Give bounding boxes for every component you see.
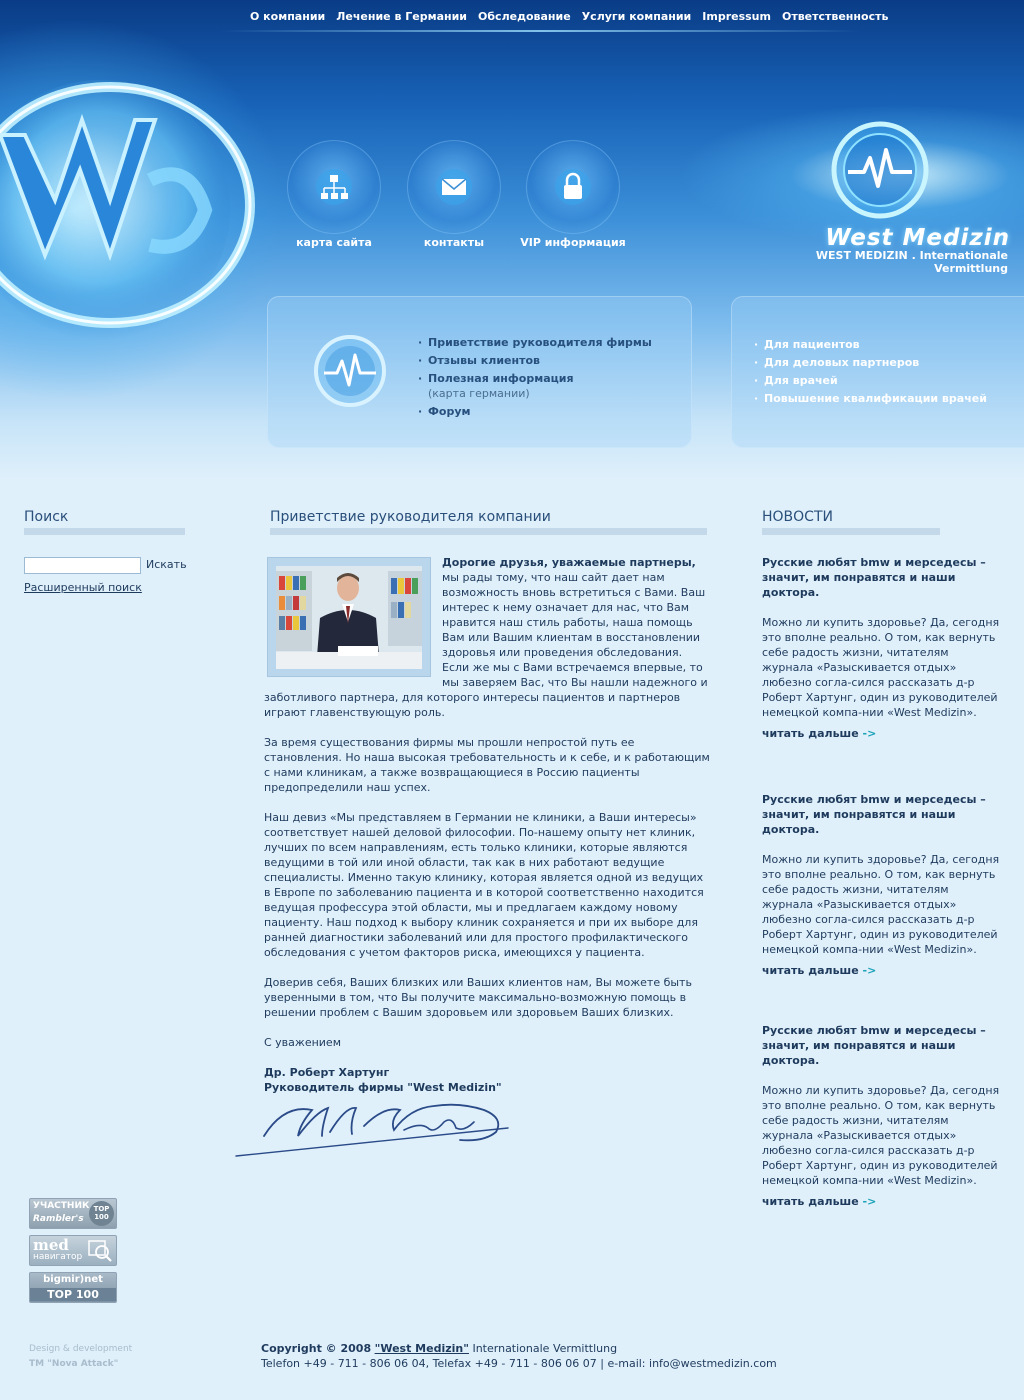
nav-item-impressum[interactable]: Impressum <box>702 10 771 23</box>
search-title-underline <box>24 528 185 535</box>
quick-link-contacts[interactable] <box>394 140 514 249</box>
heartbeat-logo-icon <box>830 120 930 220</box>
nav-item-treatment[interactable]: Лечение в Германии <box>336 10 468 23</box>
heartbeat-emblem-icon <box>312 333 388 409</box>
article-paragraph-2: За время существования фирмы мы прошли непростой путь ее становления. Но наша высокая требовательность и к себе, и к работающим с нами клиникам, а также возвращающиеся в Россию пациенты предопределили наш успех. <box>264 736 710 794</box>
top-navigation <box>250 10 888 26</box>
brand-subtitle: WEST MEDIZIN . Internationale Vermittlung <box>815 249 1008 275</box>
article-closing: С уважением <box>264 1036 341 1049</box>
news-headline[interactable]: Русские любят bmw и мерседесы – значит, им понравятся и наши доктора. <box>762 1024 986 1067</box>
brand-name: West Medizin <box>825 225 1010 251</box>
menu-item-forum[interactable]: · Форум <box>418 404 652 419</box>
news-title-underline <box>762 528 940 535</box>
big-wm-logo-icon <box>0 40 260 340</box>
footer-copyright: Copyright © 2008 "West Medizin" Internationale Vermittlung <box>261 1342 618 1355</box>
article-paragraph-3: Наш девиз «Мы представляем в Германии не клиники, а Ваши интересы» соответствует нашей деловой философии. По-нашему опыту нет клиник, лучших по всем направлениям, есть только клиники, которые являются ведущими в той или иной области, так как в них работают ведущие специалисты. Именно такую клинику, которая является одной из ведущих в Европе по заболеванию пациента и в которой соответственно находится ведущая профессура этой области, мы и предлагаем каждому новому пациенту. Наш подход к выбору клиник сохраняется и при их выборе для ранней диагностики заболеваний или для простого профилактического обследования с учетом факторов риска, имеющихся у пациента. <box>264 811 704 959</box>
quick-link-vip[interactable] <box>513 140 633 249</box>
quick-link-vip-label: VIP информация <box>520 236 626 249</box>
footer <box>261 1341 777 1371</box>
news-body: Можно ли купить здоровье? Да, сегодня это вполне реально. О том, как вернуть себе радость жизни, читателям журнала «Разыскивается отдых» любезно согла-сился рассказать д-р Роберт Хартунг, один из руководителей немецкой компа-нии «West Medizin». <box>762 616 1000 719</box>
news-body: Можно ли купить здоровье? Да, сегодня это вполне реально. О том, как вернуть себе радость жизни, читателям журнала «Разыскивается отдых» любезно согла-сился рассказать д-р Роберт Хартунг, один из руководителей немецкой компа-нии «West Medizin». <box>762 853 1000 956</box>
design-studio-name[interactable]: TM "Nova Attack" <box>29 1359 119 1369</box>
sitemap-icon <box>314 167 354 207</box>
menu-item-patients[interactable]: · Для пациентов <box>754 337 987 352</box>
signer-title: Руководитель фирмы "West Medizin" <box>264 1081 502 1094</box>
rambler-top100-counter[interactable]: УЧАСТНИК Rambler's TOP 100 <box>29 1198 117 1229</box>
nav-item-services[interactable]: Услуги компании <box>581 10 692 23</box>
news-headline[interactable]: Русские любят bmw и мерседесы – значит, им понравятся и наши доктора. <box>762 793 986 836</box>
magnifier-icon <box>87 1239 113 1263</box>
arrow-right-icon: -> <box>862 727 877 740</box>
quick-link-sitemap-label: карта сайта <box>296 236 372 249</box>
menu-item-reviews[interactable]: · Отзывы клиентов <box>418 353 652 368</box>
nav-item-examination[interactable]: Обследование <box>478 10 571 23</box>
quick-link-contacts-label: контакты <box>423 236 485 249</box>
news-headline[interactable]: Русские любят bmw и мерседесы – значит, им понравятся и наши доктора. <box>762 556 986 599</box>
news-body: Можно ли купить здоровье? Да, сегодня это вполне реально. О том, как вернуть себе радость жизни, читателям журнала «Разыскивается отдых» любезно согла-сился рассказать д-р Роберт Хартунг, один из руководителей немецкой компа-нии «West Medizin». <box>762 1084 1000 1187</box>
signer-name: Др. Роберт Хартунг <box>264 1066 390 1079</box>
article-paragraph-4: Доверив себя, Ваших близких или Ваших клиентов нам, Вы можете быть уверенными в том, что Вы получите максимально-возможную помощь в решении проблем с Вашим здоровьем или здоровьем Ваших близких. <box>264 976 692 1019</box>
news-item <box>762 555 1000 741</box>
top100-badge-icon: TOP 100 <box>89 1201 114 1226</box>
search-title: Поиск <box>24 509 69 525</box>
news-item <box>762 792 1000 978</box>
design-credit <box>29 1342 132 1372</box>
lock-icon <box>553 167 593 207</box>
menu-item-useful-info[interactable]: · Полезная информация (карта германии) <box>418 371 652 401</box>
audience-menu-panel <box>731 296 1024 448</box>
article-body <box>264 555 710 1095</box>
search-input[interactable] <box>24 557 141 574</box>
article-title-underline <box>270 528 707 535</box>
handwritten-signature <box>234 1092 524 1162</box>
advanced-search-link[interactable]: Расширенный поиск <box>24 581 142 594</box>
search-button[interactable]: Искать <box>146 558 187 571</box>
read-more-link[interactable]: читать дальше -> <box>762 964 877 977</box>
quick-link-sitemap[interactable] <box>274 140 394 249</box>
design-credit-line: Design & development <box>29 1344 133 1354</box>
envelope-icon <box>434 167 474 207</box>
article-greeting: Дорогие друзья, уважаемые партнеры, <box>442 556 696 569</box>
menu-item-director-greeting[interactable]: · Приветствие руководителя фирмы <box>418 335 652 350</box>
news-title: НОВОСТИ <box>762 509 833 525</box>
read-more-link[interactable]: читать дальше -> <box>762 727 877 740</box>
footer-contacts: Telefon +49 - 711 - 806 06 04, Telefax +49 - 711 - 806 06 07 | e-mail: info@westmedizin.com <box>261 1357 777 1370</box>
nav-item-responsibility[interactable]: Ответственность <box>781 10 889 23</box>
bigmir-top100-counter[interactable]: bigmir)net TOP 100 <box>29 1272 117 1303</box>
menu-item-doctor-training[interactable]: · Повышение квалификации врачей <box>754 391 987 406</box>
info-menu-panel <box>267 296 692 448</box>
article-paragraph-1: Дорогие друзья, уважаемые партнеры, мы рады тому, что наш сайт дает нам возможность вновь встретиться с Вами. Ваш интерес к нему означает для нас, что Вам нравится наш стиль работы, наша помощь Вам или Вашим клиентам в восстановлении здоровья или проведения обследования. Если же мы с Вами встречаемся впервые, то мы заверяем Вас, что Вы нашли надежного и заботливого партнера, для которого интересы пациентов и партнеров играют главенствующую роль. <box>264 556 708 719</box>
menu-item-doctors[interactable]: · Для врачей <box>754 373 987 388</box>
audience-menu-list <box>754 337 987 409</box>
menu-item-useful-info-sub[interactable]: (карта германии) <box>428 387 530 400</box>
med-navigator-counter[interactable]: med навигатор <box>29 1235 117 1266</box>
article-title: Приветствие руководителя компании <box>270 509 551 525</box>
footer-company-link[interactable]: "West Medizin" <box>374 1342 469 1355</box>
nav-item-about[interactable]: О компании <box>250 10 326 23</box>
header <box>0 0 1024 480</box>
info-menu-list <box>418 335 652 422</box>
arrow-right-icon: -> <box>862 1195 877 1208</box>
nav-glow-line <box>220 30 860 32</box>
arrow-right-icon: -> <box>862 964 877 977</box>
read-more-link[interactable]: читать дальше -> <box>762 1195 877 1208</box>
news-item <box>762 1023 1000 1209</box>
menu-item-partners[interactable]: · Для деловых партнеров <box>754 355 987 370</box>
